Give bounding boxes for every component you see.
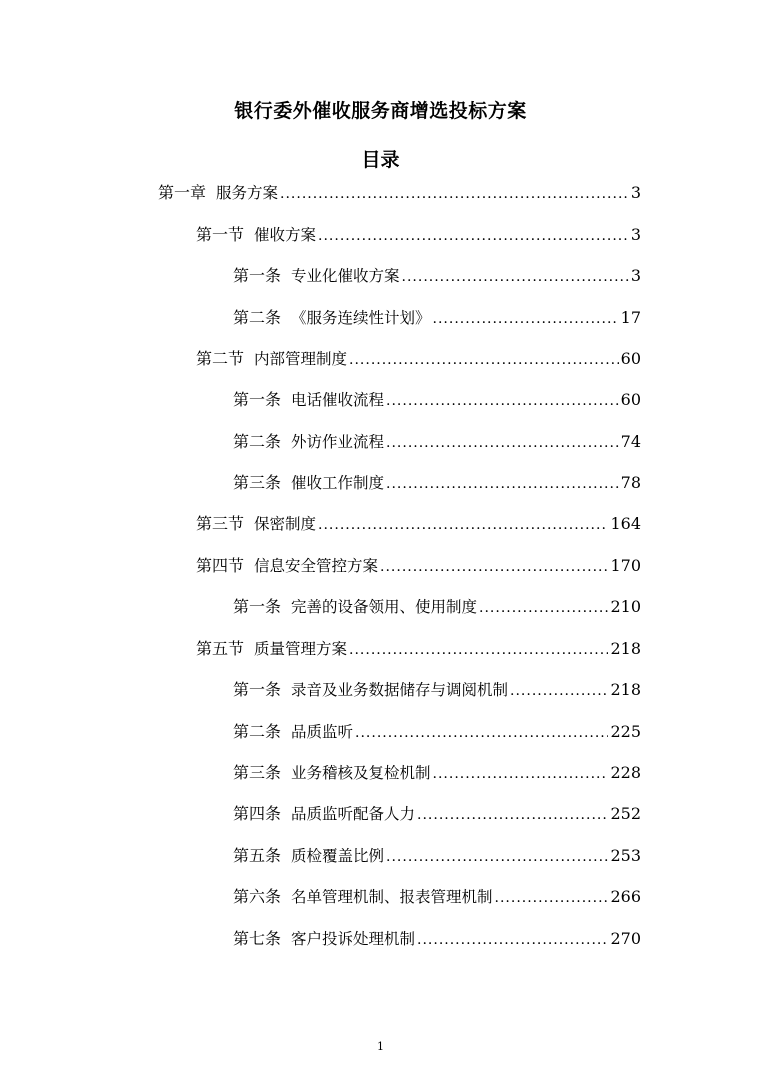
- toc-entry-number: 第一条: [233, 266, 282, 285]
- toc-entry-title: 专业化催收方案: [291, 267, 400, 285]
- toc-entry-title: 业务稽核及复检机制: [291, 764, 431, 782]
- toc-leader-dots: [355, 720, 608, 746]
- toc-entry-article[interactable]: [233, 719, 641, 745]
- toc-entry-article[interactable]: [233, 926, 641, 952]
- toc-leader-dots: [380, 554, 608, 580]
- toc-entry-number: 第一条: [233, 680, 282, 699]
- toc-entry-section[interactable]: [196, 636, 641, 662]
- toc-leader-dots: [318, 512, 608, 538]
- toc-entry-section[interactable]: [196, 511, 641, 537]
- toc-entry-article[interactable]: [233, 677, 641, 703]
- toc-entry-title: 品质监听: [291, 723, 354, 741]
- toc-entry-title: 外访作业流程: [291, 433, 385, 451]
- toc-entry-page: 74: [620, 432, 641, 451]
- toc-entry-title: 保密制度: [254, 515, 317, 533]
- page-number: 1: [377, 1040, 384, 1053]
- toc-entry-article[interactable]: [233, 801, 641, 827]
- toc-entry-article[interactable]: [233, 470, 641, 496]
- toc-leader-dots: [402, 264, 629, 290]
- toc-entry-section[interactable]: [196, 222, 641, 248]
- toc-entry-title: 催收方案: [254, 226, 317, 244]
- toc-leader-dots: [386, 471, 619, 497]
- toc-entry-article[interactable]: [233, 305, 641, 331]
- toc-entry-article[interactable]: [233, 387, 641, 413]
- toc-entry-number: 第一章: [158, 183, 207, 202]
- toc-entry-page: 210: [610, 597, 641, 616]
- toc-entry-article[interactable]: [233, 429, 641, 455]
- toc-entry-article[interactable]: [233, 843, 641, 869]
- toc-entry-number: 第二条: [233, 722, 282, 741]
- toc-entry-number: 第六条: [233, 887, 282, 906]
- toc-entry-number: 第二条: [233, 432, 282, 451]
- toc-leader-dots: [433, 306, 619, 332]
- toc-leader-dots: [495, 885, 609, 911]
- toc-leader-dots: [386, 430, 619, 456]
- toc-leader-dots: [349, 637, 608, 663]
- toc-entry-title: 服务方案: [216, 184, 279, 202]
- toc-entry-page: 164: [610, 514, 641, 533]
- toc-entry-title: 品质监听配备人力: [291, 805, 416, 823]
- toc-entry-number: 第一条: [233, 390, 282, 409]
- toc-entry-section[interactable]: [196, 346, 641, 372]
- toc-leader-dots: [386, 844, 608, 870]
- toc-entry-page: 218: [610, 639, 641, 658]
- toc-entry-title: 电话催收流程: [291, 391, 385, 409]
- toc-entry-number: 第四条: [233, 804, 282, 823]
- toc-leader-dots: [510, 678, 608, 704]
- toc-leader-dots: [479, 595, 608, 621]
- toc-entry-title: 催收工作制度: [291, 474, 385, 492]
- toc-entry-section[interactable]: [196, 553, 641, 579]
- toc-entry-page: 266: [610, 887, 641, 906]
- toc-leader-dots: [417, 927, 608, 953]
- toc-entry-number: 第二条: [233, 308, 282, 327]
- toc-entry-page: 17: [620, 308, 641, 327]
- toc-entry-page: 252: [610, 804, 641, 823]
- toc-entry-page: 60: [620, 349, 641, 368]
- toc-entry-page: 270: [610, 929, 641, 948]
- toc-entry-page: 3: [630, 183, 641, 202]
- toc-leader-dots: [349, 347, 619, 373]
- toc-entry-number: 第五节: [196, 639, 245, 658]
- toc-entry-title: 信息安全管控方案: [254, 557, 379, 575]
- toc-entry-page: 228: [610, 763, 641, 782]
- toc-entry-title: 录音及业务数据储存与调阅机制: [291, 681, 509, 699]
- toc-entry-number: 第一节: [196, 225, 245, 244]
- toc-entry-article[interactable]: [233, 594, 641, 620]
- toc-entry-title: 质检覆盖比例: [291, 847, 385, 865]
- toc-leader-dots: [318, 223, 629, 249]
- toc-entry-page: 225: [610, 722, 641, 741]
- toc-entry-title: 客户投诉处理机制: [291, 930, 416, 948]
- toc-entry-number: 第三条: [233, 473, 282, 492]
- toc-entry-number: 第一条: [233, 597, 282, 616]
- toc-entry-page: 3: [630, 225, 641, 244]
- toc-entry-page: 218: [610, 680, 641, 699]
- toc-leader-dots: [417, 802, 608, 828]
- toc-entry-page: 170: [610, 556, 641, 575]
- toc-entry-number: 第三条: [233, 763, 282, 782]
- toc-entry-title: 质量管理方案: [254, 640, 348, 658]
- toc-entry-page: 3: [630, 266, 641, 285]
- toc-entry-article[interactable]: [233, 884, 641, 910]
- toc-leader-dots: [433, 761, 609, 787]
- toc-entry-number: 第七条: [233, 929, 282, 948]
- toc-entry-article[interactable]: [233, 263, 641, 289]
- toc-entry-number: 第三节: [196, 514, 245, 533]
- toc-entry-title: 内部管理制度: [254, 350, 348, 368]
- toc-entry-title: 《服务连续性计划》: [291, 309, 431, 327]
- toc-entry-chapter[interactable]: [158, 180, 641, 206]
- toc-heading: 目录: [361, 149, 400, 171]
- toc-entry-article[interactable]: [233, 760, 641, 786]
- toc-entry-page: 253: [610, 846, 641, 865]
- toc-entry-number: 第二节: [196, 349, 245, 368]
- toc-entry-page: 60: [620, 390, 641, 409]
- toc-entry-page: 78: [620, 473, 641, 492]
- toc-entry-number: 第五条: [233, 846, 282, 865]
- toc-entry-title: 完善的设备领用、使用制度: [291, 598, 478, 616]
- toc-entry-number: 第四节: [196, 556, 245, 575]
- toc-entry-title: 名单管理机制、报表管理机制: [291, 888, 493, 906]
- document-title: 银行委外催收服务商增选投标方案: [234, 100, 527, 122]
- toc-leader-dots: [386, 388, 619, 414]
- toc-leader-dots: [280, 181, 629, 207]
